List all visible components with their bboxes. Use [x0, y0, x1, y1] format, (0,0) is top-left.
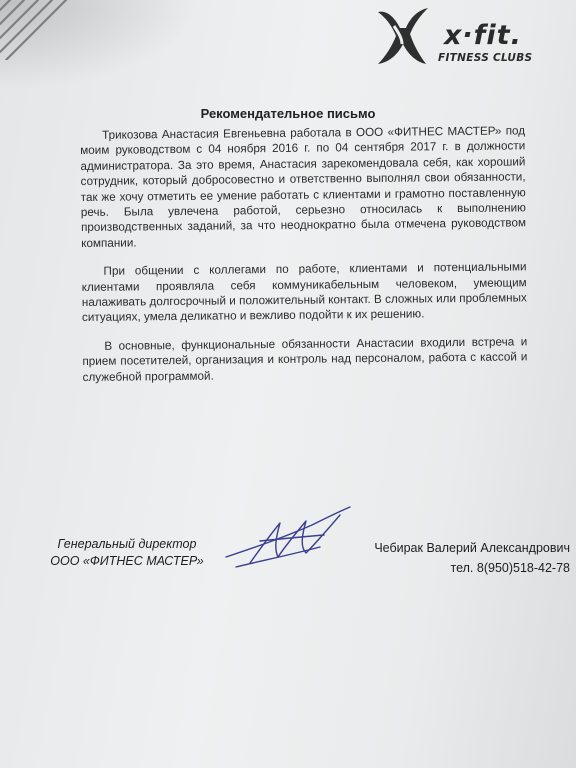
stripe-4 [0, 0, 52, 52]
paragraph-1: Трикозова Анастасия Евгеньевна работала в ООО «ФИТНЕС МАСТЕР» под моим руководством с 04 ноября 2016 г. по 04 сентября 2017 г. в должности администратора. За это время, Анастасия зарекомендовала себя, как хороший сотрудник, который добросовестно и ответственно выполнял свои обязанности, так же хочу отметить ее умение работать с клиентами и грамотно поставленную речь. Была увлечена работой, серьезно относилась к выполнению производственных заданий, за что неоднократно была отмечена руководством компании. [80, 124, 527, 250]
letter-body [80, 123, 528, 398]
logo-brand-text: x·fit. [444, 20, 522, 51]
xfit-x-icon [372, 6, 432, 66]
logo-tagline: FITNESS CLUBS [438, 52, 533, 64]
stripe-2 [0, 0, 24, 24]
signatory-contact-block [360, 538, 570, 578]
paragraph-3: В основные, функциональные обязанности Анастасии входили встреча и прием посетителей, организация и контроль над персоналом, работа с кассой и служебной программой. [82, 335, 528, 384]
paragraph-2: При общении с коллегами по работе, клиентами и потенциальными клиентами проявляла себя коммуникабельным человеком, умеющим налаживать долгосрочный и положительный контакт. В сложных или проблемных ситуациях, умела деликатно и вежливо подойти к их решению. [81, 260, 527, 325]
signatory-name: Чебирак Валерий Александрович [374, 541, 570, 555]
letter-title: Рекомендательное письмо [200, 106, 376, 121]
signatory-position: Генеральный директор [57, 537, 197, 551]
xfit-logo [372, 6, 562, 70]
decorative-stripes [0, 0, 80, 60]
stripe-1 [0, 0, 10, 10]
signatory-title-block [42, 536, 212, 570]
signatory-phone: тел. 8(950)518-42-78 [450, 561, 570, 575]
handwritten-signature [220, 505, 360, 575]
signatory-company: ООО «ФИТНЕС МАСТЕР» [50, 554, 204, 568]
